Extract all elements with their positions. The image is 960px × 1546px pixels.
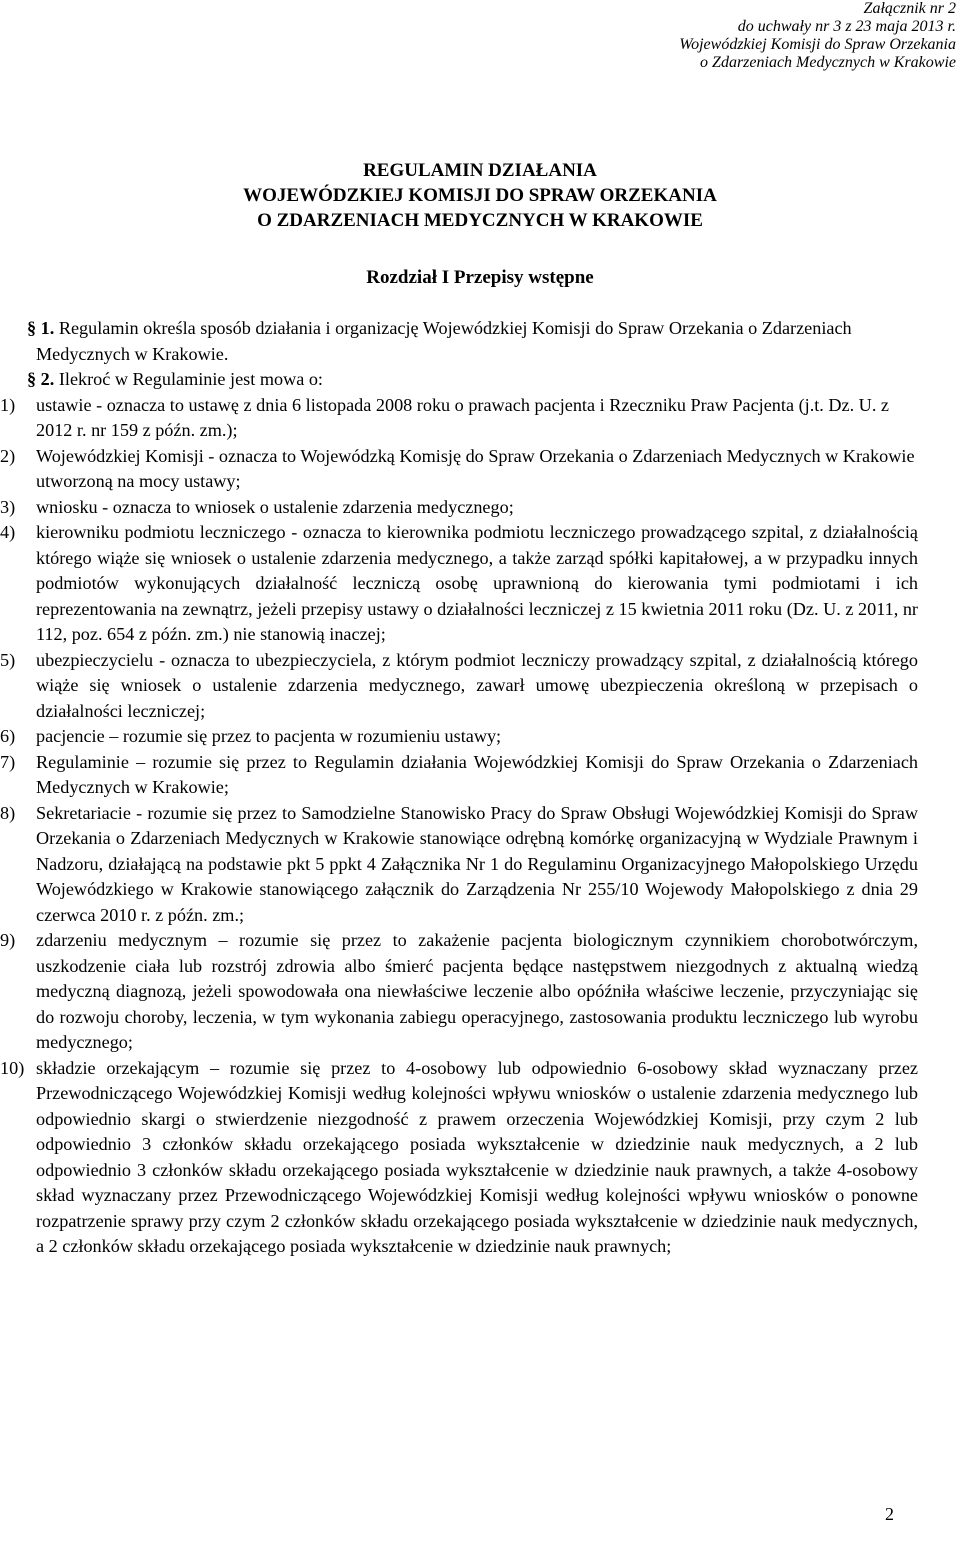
definition-text: Sekretariacie - rozumie się przez to Samodzielne Stanowisko Pracy do Spraw Obsługi Wojewódzkiej Komisji do Spraw Orzekania o Zdarzeniach Medycznych w Krakowie stanowiące odrębną komórkę organizacyjną w Wydziale Prawnym i Nadzoru, działającą na podstawie pkt 5 ppkt 4 Załącznika Nr 1 do Regulaminu Organizacyjnego Małopolskiego Urzędu Wojewódzkiego w Krakowie stanowiącego załącznik do Zarządzenia Nr 255/10 Wojewody Małopolskiego z dnia 29 czerwca 2010 r. z późn. zm.;: [36, 802, 918, 925]
section-2: [27, 367, 918, 393]
definition-text: pacjencie – rozumie się przez to pacjenta w rozumieniu ustawy;: [36, 726, 502, 746]
definition-item: [0, 444, 918, 495]
definition-number: 10): [0, 1057, 25, 1078]
definition-item: [0, 393, 918, 444]
definition-text: Regulaminie – rozumie się przez to Regulamin działania Wojewódzkiej Komisji do Spraw Orzekania o Zdarzeniach Medycznych w Krakowie;: [36, 751, 918, 797]
header-line: Wojewódzkiej Komisji do Spraw Orzekania: [679, 36, 956, 53]
definition-number: 2): [0, 445, 16, 466]
section-1: [27, 316, 918, 367]
definition-text: ubezpieczycielu - oznacza to ubezpieczyciela, z którym podmiot leczniczy prowadzący szpital, z działalnością którego wiąże się wniosek o ustalenie zdarzenia medycznego, zawarł umowę ubezpieczenia określoną w przepisach o działalności leczniczej;: [36, 649, 918, 721]
definition-text: składzie orzekającym – rozumie się przez to 4-osobowy lub odpowiednio 6-osobowy skład wyznaczany przez Przewodniczącego Wojewódzkiej Komisji według kolejności wpływu wniosków o ustalenie zdarzenia medycznego lub odpowiednio skargi o stwierdzenie niezgodność z prawem orzeczenia Wojewódzkiej Komisji, przy czym 2 lub odpowiednio 3 członków składu orzekającego posiada wykształcenie w dziedzinie nauk medycznych, a 2 lub odpowiednio 3 członków składu orzekającego posiada wykształcenie w dziedzinie nauk prawnych, a także 4-osobowy skład wyznaczany przez Przewodniczącego Wojewódzkiej Komisji według kolejności wpływu wniosków o ponowne rozpatrzenie sprawy przy czym 2 członków składu orzekającego posiada wykształcenie w dziedzinie nauk medycznych, a 2 członków składu orzekającego posiada wykształcenie w dziedzinie nauk prawnych;: [36, 1057, 918, 1256]
page-number: 2: [885, 1504, 894, 1524]
header-line: do uchwały nr 3 z 23 maja 2013 r.: [737, 18, 956, 35]
title-line: O ZDARZENIACH MEDYCZNYCH W KRAKOWIE: [257, 210, 703, 231]
definition-item: [0, 801, 918, 929]
header-line: o Zdarzeniach Medycznych w Krakowie: [700, 54, 956, 71]
definition-item: [0, 724, 918, 750]
definitions-list: [0, 393, 918, 1260]
section-2-sign: § 2.: [27, 369, 55, 389]
definition-text: wniosku - oznacza to wniosek o ustalenie zdarzenia medycznego;: [36, 496, 514, 517]
section-2-text: Ilekroć w Regulaminie jest mowa o:: [58, 369, 323, 389]
definition-text: kierowniku podmiotu leczniczego - oznacza to kierownika podmiotu leczniczego prowadzącego szpital, z działalnością którego wiąże się wniosek o ustalenie zdarzenia medycznego, a także zarząd spółki kapitałowej, a w przypadku innych podmiotów wykonujących działalność leczniczą osobę uprawnioną do kierowania tymi podmiotami i ich reprezentowania na zewnątrz, jeżeli przepisy ustawy o działalności leczniczej z 15 kwietnia 2011 roku (Dz. U. z 2011, nr 112, poz. 654 z późn. zm.) nie stanowią inaczej;: [36, 522, 918, 644]
definition-number: 1): [0, 394, 16, 415]
definition-number: 5): [0, 649, 16, 670]
definition-number: 3): [0, 496, 16, 517]
definition-number: 7): [0, 751, 16, 772]
definition-number: 8): [0, 802, 16, 823]
definition-item: [0, 750, 918, 801]
title-line: WOJEWÓDZKIEJ KOMISJI DO SPRAW ORZEKANIA: [243, 185, 717, 206]
definition-item: [0, 648, 918, 725]
document-body: [0, 316, 918, 1260]
definition-item: [0, 1056, 918, 1260]
attachment-header: [476, 0, 956, 72]
definition-text: zdarzeniu medycznym – rozumie się przez to zakażenie pacjenta biologicznym czynnikiem chorobotwórczym, uszkodzenie ciała lub rozstrój zdrowia albo śmierć pacjenta będące następstwem niezgodnych z aktualną wiedzą medyczną diagnozą, jeżeli spowodowała ona niewłaściwe leczenie albo opóźniła właściwe leczenie, przyczyniając się do rozwoju choroby, leczenia, w tym wykonania zabiegu operacyjnego, zastosowania produktu leczniczego lub wyrobu medycznego;: [36, 930, 918, 1052]
definition-item: [0, 495, 918, 521]
definition-number: 6): [0, 726, 16, 746]
title-line: REGULAMIN DZIAŁANIA: [363, 160, 597, 181]
document-title: [0, 158, 960, 233]
section-1-text: Regulamin określa sposób działania i organizację Wojewódzkiej Komisji do Spraw Orzekania o Zdarzeniach Medycznych w Krakowie.: [36, 318, 852, 364]
chapter-heading: Rozdział I Przepisy wstępne: [366, 267, 594, 288]
section-1-sign: § 1.: [27, 318, 55, 338]
definition-item: [0, 520, 918, 648]
definition-item: [0, 928, 918, 1056]
definition-text: ustawie - oznacza to ustawę z dnia 6 listopada 2008 roku o prawach pacjenta i Rzeczniku Praw Pacjenta (j.t. Dz. U. z 2012 r. nr 159 z późn. zm.);: [36, 394, 889, 440]
definition-number: 4): [0, 522, 16, 542]
header-line: Załącznik nr 2: [863, 0, 956, 17]
definition-number: 9): [0, 930, 16, 950]
definition-text: Wojewódzkiej Komisji - oznacza to Wojewódzką Komisję do Spraw Orzekania o Zdarzeniach Medycznych w Krakowie utworzoną na mocy ustawy;: [36, 445, 915, 491]
